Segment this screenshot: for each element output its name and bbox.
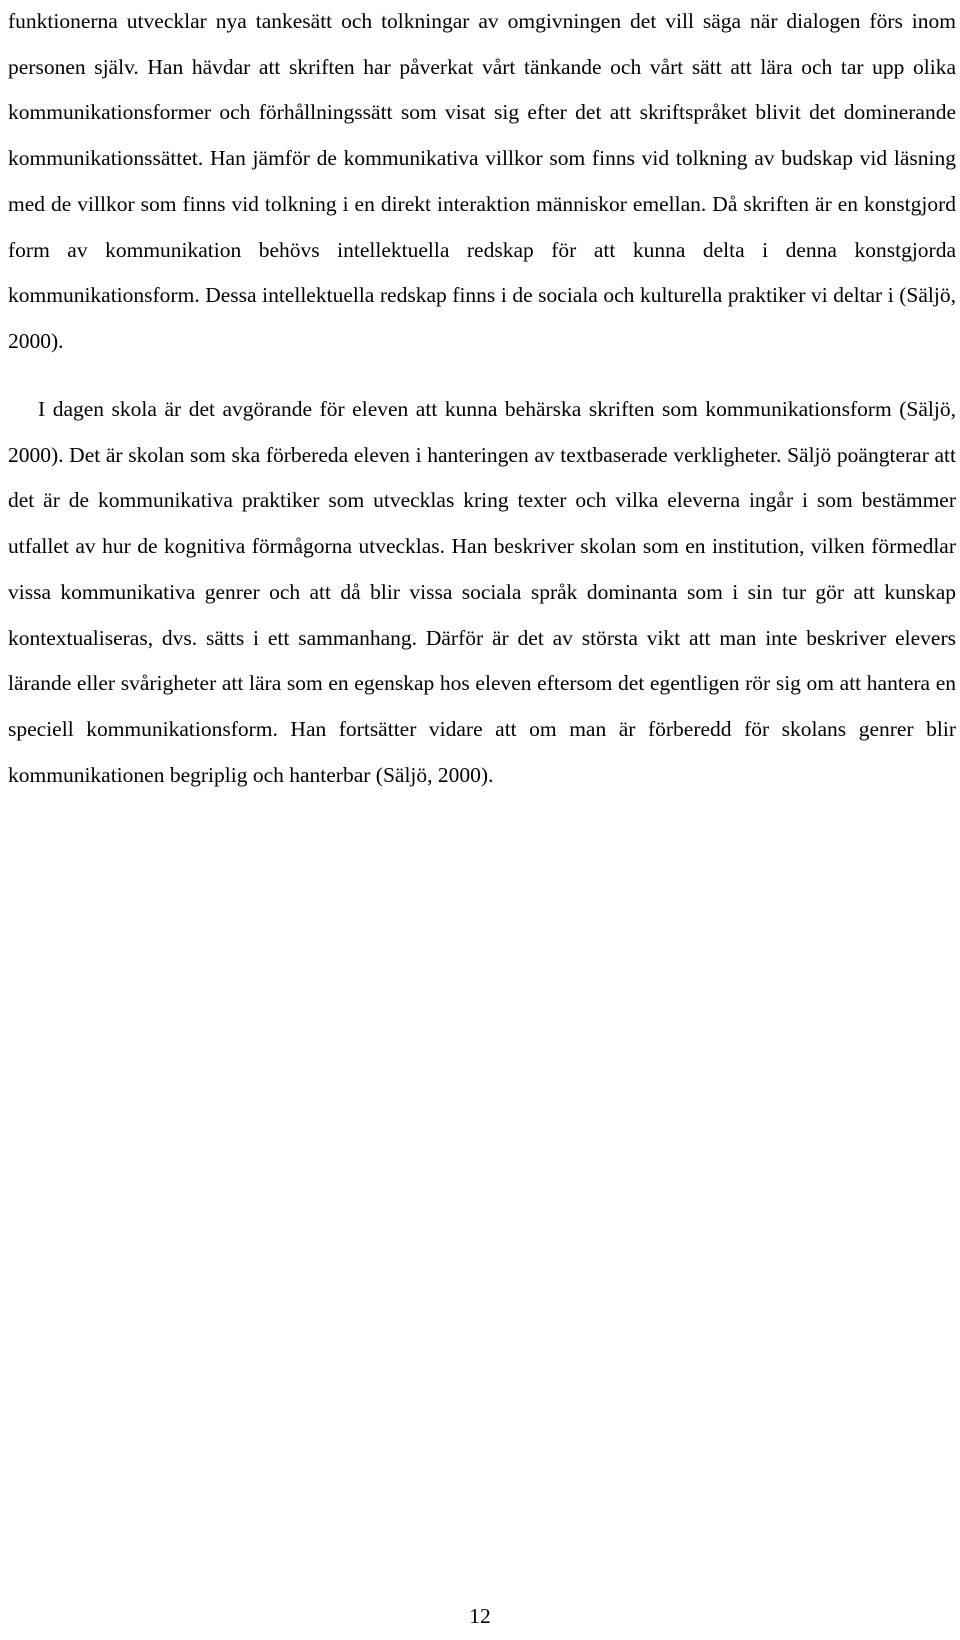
- paragraph-1: funktionerna utvecklar nya tankesätt och tolkningar av omgivningen det vill säga när dialogen förs inom personen själv. Han hävdar att skriften har påverkat vårt tänkande och vårt sätt att lära och tar upp olika kommunikationsformer och förhållningssätt som visat sig efter det att skriftspråket blivit det dominerande kommunikationssättet. Han jämför de kommunikativa villkor som finns vid tolkning av budskap vid läsning med de villkor som finns vid tolkning i en direkt interaktion människor emellan. Då skriften är en konstgjord form av kommunikation behövs intellektuella redskap för att kunna delta i denna konstgjorda kommunikationsform. Dessa intellektuella redskap finns i de sociala och kulturella praktiker vi deltar i (Säljö, 2000).: [8, 9, 956, 353]
- paragraph-2: I dagen skola är det avgörande för eleven att kunna behärska skriften som kommunikationsform (Säljö, 2000). Det är skolan som ska förbereda eleven i hanteringen av textbaserade verkligheter. Säljö poängterar att det är de kommunikativa praktiker som utvecklas kring texter och vilka eleverna ingår i som bestämmer utfallet av hur de kognitiva förmågorna utvecklas. Han beskriver skolan som en institution, vilken förmedlar vissa kommunikativa genrer och att då blir vissa sociala språk dominanta som i sin tur gör att kunskap kontextualiseras, dvs. sätts i ett sammanhang. Därför är det av största vikt att man inte beskriver elevers lärande eller svårigheter att lära som en egenskap hos eleven eftersom det egentligen rör sig om att hantera en speciell kommunikationsform. Han fortsätter vidare att om man är förberedd för skolans genrer blir kommunikationen begriplig och hanterbar (Säljö, 2000).: [8, 397, 956, 787]
- body-text-section-2: [8, 387, 956, 798]
- page-number: 12: [469, 1604, 491, 1628]
- body-text-section-1: [8, 0, 956, 365]
